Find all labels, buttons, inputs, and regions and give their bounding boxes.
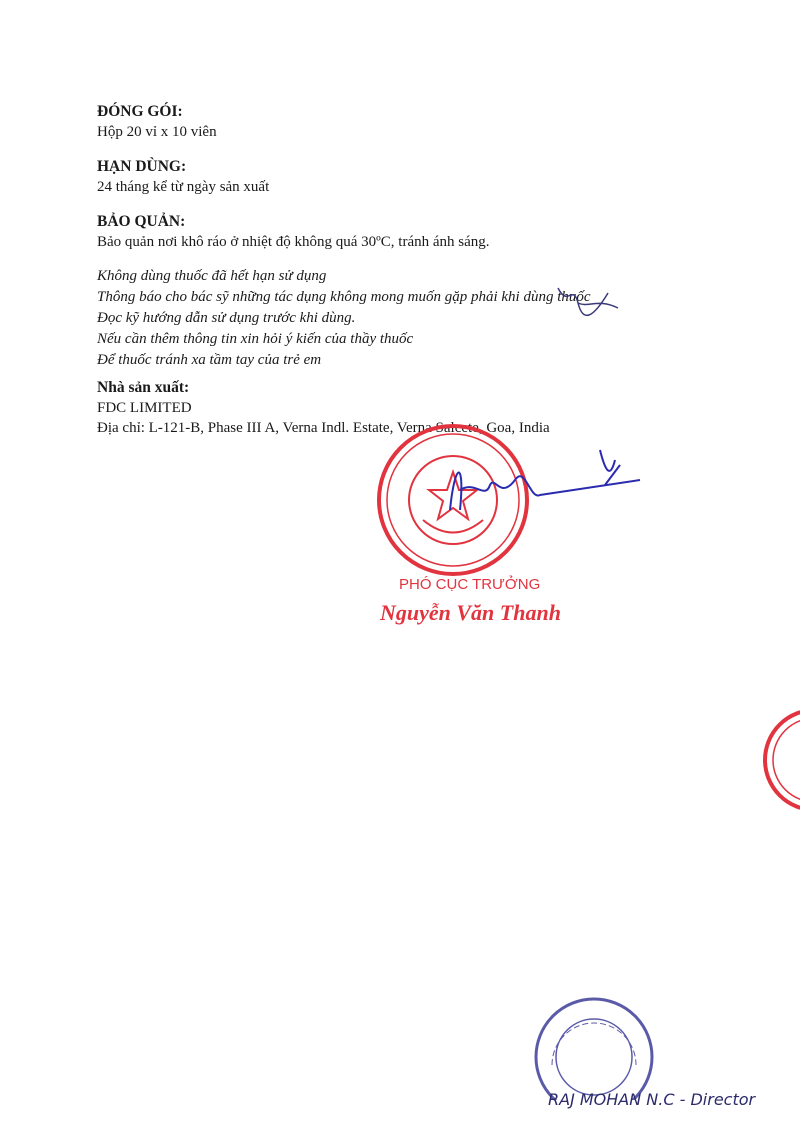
company-stamp — [532, 995, 662, 1100]
warnings-list — [97, 266, 591, 371]
shelf-life-text: 24 tháng kể từ ngày sản xuất — [97, 179, 270, 195]
storage-text: Bảo quản nơi khô ráo ở nhiệt độ không quá 30ºC, tránh ánh sáng. — [97, 234, 490, 250]
manufacturer-heading: Nhà sản xuất: — [97, 379, 190, 396]
handwritten-note: RAJ MOHAN N.C - Director — [548, 1090, 756, 1109]
warning-line: Nếu cần thêm thông tin xin hỏi ý kiến của thầy thuốc — [97, 331, 414, 347]
packaging-text: Hộp 20 vỉ x 10 viên — [97, 124, 217, 140]
storage-heading: BẢO QUẢN: — [97, 213, 186, 230]
packaging-heading: ĐÓNG GÓI: — [97, 103, 183, 120]
approval-name: Nguyễn Văn Thanh — [380, 600, 561, 625]
warning-line: Đọc kỹ hướng dẫn sử dụng trước khi dùng. — [97, 310, 356, 326]
warning-line: Không dùng thuốc đã hết hạn sử dụng — [97, 268, 327, 284]
warning-line: Thông báo cho bác sỹ những tác dụng không mong muốn gặp phải khi dùng thuốc — [97, 289, 591, 305]
initials-signature — [548, 278, 628, 328]
storage-section — [97, 212, 490, 252]
packaging-section — [97, 102, 217, 142]
manufacturer-address: Địa chỉ: L-121-B, Phase III A, Verna Indl. Estate, Verna Salcete, Goa, India — [97, 420, 550, 436]
shelf-life-heading: HẠN DÙNG: — [97, 158, 187, 175]
warning-line: Để thuốc tránh xa tầm tay của trẻ em — [97, 352, 322, 368]
director-signature — [430, 440, 650, 530]
manufacturer-name: FDC LIMITED — [97, 400, 192, 416]
partial-seal — [755, 705, 800, 815]
shelf-life-section — [97, 157, 269, 197]
approval-title: PHÓ CỤC TRƯỞNG — [399, 576, 541, 593]
